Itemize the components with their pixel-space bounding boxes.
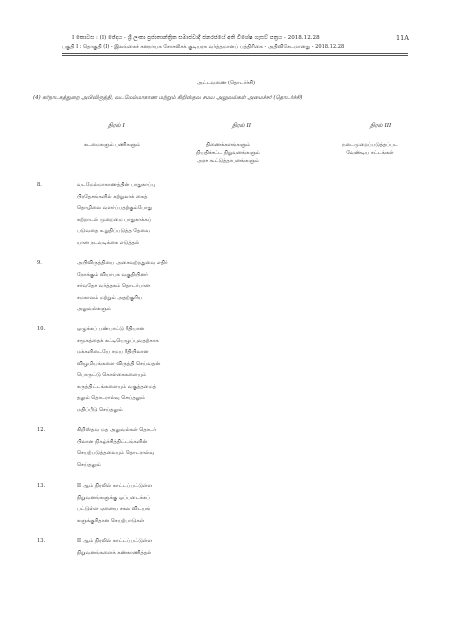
duty-item-line: II ஆம் நிரலில் காட்டப்பட்டுள்ள <box>77 483 153 489</box>
column-1-subtitle: கடமைகளும் பணிகளும் <box>83 142 141 148</box>
duty-item-number: 9. <box>37 260 42 266</box>
duty-item-text <box>77 180 192 249</box>
duty-item-line: செயற்படுத்தலையும் தொடரால்வு <box>77 450 155 456</box>
duty-item-number: 13. <box>37 538 46 544</box>
duty-item-line: ஒழுக்கப் பண்பாட்டு ரீதியான <box>77 326 145 332</box>
gazette-header-sinhala: I කොටස : (I) ඡේදය - ශ්‍රී ලංකා ප්‍රජාතාන්ත්‍රික සමාජවාදී ජනරජයේ අති විශේෂ ගැසට් පත්‍රය - 2018.12.28 <box>72 35 320 41</box>
duty-item-number: 10. <box>37 326 46 332</box>
duty-item-line: படுவதை உறுதிப்படுத்த தேவை <box>77 228 151 234</box>
column-2-subtitle <box>168 142 288 165</box>
duty-item-line: அபிவிருத்தியை அசைவற்றதுவை எதிர் <box>77 260 168 266</box>
header-rule <box>62 53 408 54</box>
duty-item-line: வடமேல்மாகாணத்தின் பாதுகாப்பு <box>77 182 156 188</box>
column-3-subtitle <box>310 142 430 158</box>
duty-item-text <box>77 324 192 416</box>
column-3-title: நிரல் III <box>370 123 392 129</box>
duty-item-number: 13. <box>37 483 46 489</box>
gazette-header-tamil: பகுதி I : தொகுதி (I) - இலங்கைச் சனநாயக சோசலிசக் குடியரசு வர்த்தமானப் பத்திரிகை - அதிவிசேடமானது - 2018.12.28 <box>62 44 345 50</box>
duty-item-line: கிறிஸ்தவ மத அலுவல்கள் தொடர் <box>77 427 157 433</box>
duty-item-text <box>77 536 192 559</box>
duty-item-line: பட்டுள்ள ஏனைய சகல விடயங் <box>77 506 151 512</box>
column-2-title: நிரல் II <box>232 123 252 129</box>
schedule-title: அட்டவணை (தொடர்ச்சி) <box>197 80 255 86</box>
column-1-title: நிரல் I <box>108 123 125 129</box>
duty-item-number: 12. <box>37 427 46 433</box>
section-heading: (4) கர்நாடகத்துறை அபிவிருத்தி, வடமேல்மாகாண மற்றும் கிறிஸ்தவ சமய அலுவல்கள் அமைச்சர் (தொடர்ச்சி) <box>33 95 303 101</box>
duty-item-line: நோக்கும் வியாபக வகுதியினர் <box>77 271 148 278</box>
duty-item-line: பிலான நிகழ்ச்சித்திட்டங்களின் <box>77 438 148 445</box>
duty-item-line: சர்வதேச வர்த்தகம் தொடர்பான <box>77 283 150 289</box>
duty-item-line: சுற்றாடல் முறைமை பாதுகாக்கப் <box>77 216 152 223</box>
page-number: 11A <box>396 34 409 42</box>
column-2-subtitle-line: திணைக்களங்களும் <box>205 142 251 148</box>
duty-item-line: பொருட்டு கொள்கைகளையும் <box>77 372 147 378</box>
duty-item-line: நிறுவனங்களைக் கண்காணித்தல் <box>77 549 152 556</box>
duty-item-line: நிறுவனங்களுக்கு ஒப்படைக்கப் <box>77 494 150 501</box>
column-3-subtitle-line: வேண்டிய சட்டங்கள் <box>346 149 394 156</box>
duty-item-line: கருத்திட்டங்களையும் வகுத்தமைத் <box>77 383 157 390</box>
column-2-subtitle-line: அரச கூட்டுத்தாபனங்களும் <box>197 157 259 164</box>
duty-item-line: விழுமியங்களை விருத்தி செய்வதன் <box>77 360 161 367</box>
duty-item-line: தொழிலை வளர்ப்பதற்கும்போது <box>77 205 153 211</box>
duty-item-text <box>77 425 192 471</box>
duty-item-line: யான நடவடிக்கை எடுத்தல் <box>77 239 140 246</box>
duty-item-line: களுக்குரிதான செயற்பாடுகள் <box>77 517 145 524</box>
duty-item-line: சமகாலம் மற்றும் அதற்குரிய <box>77 294 143 301</box>
duty-item-line: II ஆம் நிரலில் காட்டப்பட்டுள்ள <box>77 538 153 544</box>
duty-item-line: தலும் தொடரால்வு செய்தலும் <box>77 395 146 401</box>
duty-item-line: செய்தலும் <box>77 461 101 468</box>
duty-item-line: மதிப்பீடு செய்தலும் <box>77 406 123 413</box>
duty-item-text <box>77 258 192 316</box>
duty-item-line: மக்களிடையே சமய ரீதியிலான <box>77 349 149 355</box>
column-2-subtitle-line: நியதிச்சட்ட நிறுவனங்களும் <box>196 149 260 156</box>
duty-item-number: 8. <box>37 182 42 188</box>
column-3-subtitle-line: நடைமுறைப்படுத்தப்பட <box>342 142 398 148</box>
duty-item-line: பிரதேசங்களில் சுற்றுலாக் கைத் <box>77 193 148 200</box>
header-rule-double <box>62 55 408 56</box>
duty-item-line: அலுவல்களும் <box>77 306 111 312</box>
duty-item-line: சமூகத்தைக் கட்டியெழுப்புவதற்காக <box>77 337 159 344</box>
duty-item-text <box>77 481 192 527</box>
